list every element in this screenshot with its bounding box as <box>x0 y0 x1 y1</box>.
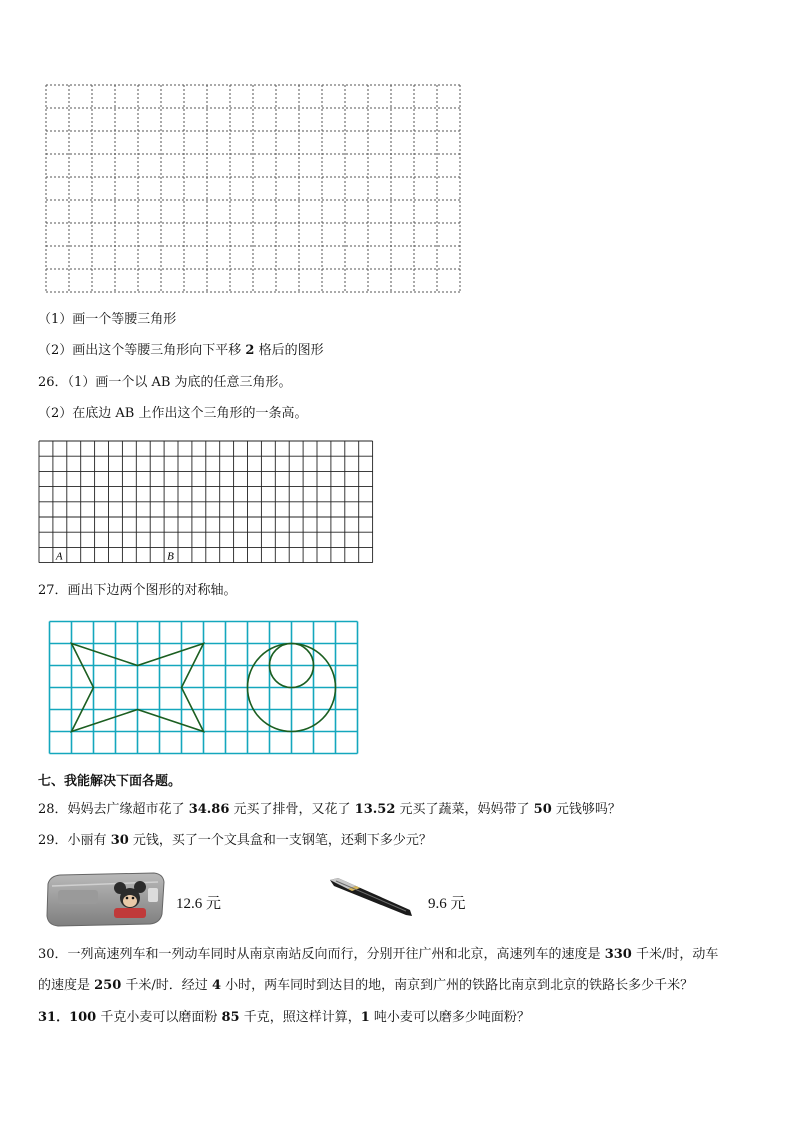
square-grid-ab <box>38 440 374 563</box>
point-b-label: B <box>167 550 174 563</box>
q26-line1: 26．（1）画一个以 AB 为底的任意三角形。 <box>38 375 292 390</box>
pen-price: 9.6 元 <box>428 896 466 912</box>
pencil-box-price: 12.6 元 <box>176 896 222 912</box>
point-a-label: A <box>55 550 63 563</box>
fountain-pen-image <box>326 876 418 918</box>
dotted-drawing-grid <box>45 84 464 294</box>
q28: 28．妈妈去广缘超市花了 34.86 元买了排骨，又花了 13.52 元买了蔬菜，妈妈带了 50 元钱够吗？ <box>38 802 621 817</box>
section-7-title: 七、我能解决下面各题。 <box>38 774 182 789</box>
symmetry-figures-grid <box>48 620 361 755</box>
q30-line1: 30．一列高速列车和一列动车同时从南京南站反向而行，分别开往广州和北京，高速列车的速度是 330 千米/时，动车 <box>38 947 719 962</box>
q31: 31．100 千克小麦可以磨面粉 85 千克，照这样计算，1 吨小麦可以磨多少吨面粉？ <box>38 1010 530 1025</box>
q29: 29．小丽有 30 元钱，买了一个文具盒和一支钢笔，还剩下多少元？ <box>38 833 432 848</box>
q30-line2: 的速度是 250 千米/时．经过 4 小时，两车同时到达目的地，南京到广州的铁路比南京到北京的铁路长多少千米？ <box>38 978 694 993</box>
q25-sub1: （1）画一个等腰三角形 <box>38 312 177 327</box>
q26-line2: （2）在底边 AB 上作出这个三角形的一条高。 <box>38 406 308 421</box>
q27-line: 27．画出下边两个图形的对称轴。 <box>38 583 237 598</box>
q25-sub2: （2）画出这个等腰三角形向下平移 2 格后的图形 <box>38 343 324 358</box>
pencil-box-image <box>44 870 166 928</box>
